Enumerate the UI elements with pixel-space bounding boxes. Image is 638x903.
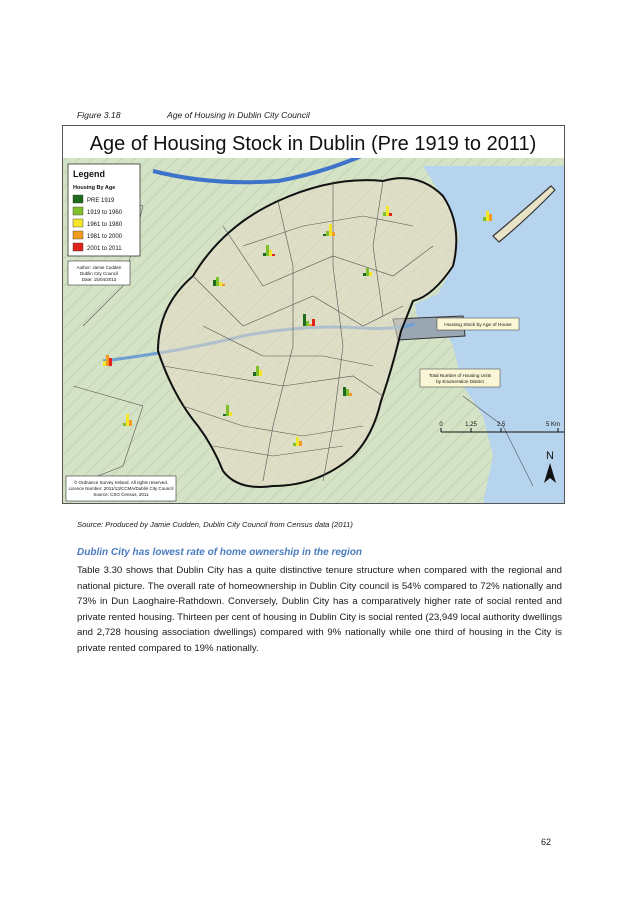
map-svg [63, 126, 564, 503]
copyright-line: Source: CSO Census, 2011 [93, 492, 149, 497]
author-line: Author: Jamie Cudden [76, 265, 122, 270]
figure-title: Age of Housing in Dublin City Council [167, 110, 310, 120]
scale-tick-label: 0 [439, 422, 443, 428]
legend-label: 1919 to 1960 [87, 210, 123, 216]
legend-swatch [73, 219, 83, 227]
scale-tick-label: 2.5 [496, 422, 506, 428]
figure-caption [77, 110, 310, 120]
copyright-line: © Ordnance Survey Ireland. All rights reserved. [73, 480, 169, 485]
author-line: Dublin City Council [79, 271, 119, 276]
legend-label: 2001 to 2011 [87, 246, 122, 252]
legend-label: 1981 to 2000 [87, 234, 123, 240]
legend-heading: Legend [73, 169, 106, 179]
legend-swatch [73, 243, 83, 251]
legend-swatch [73, 207, 83, 215]
body-paragraph: Table 3.30 shows that Dublin City has a quite distinctive tenure structure when compared with the regional and national picture. The overall rate of homeownership in Dublin City council is 54% compared to 72% nationally and 73% in Dun Laoghaire-Rathdown. Conversely, Dublin City has a comparatively higher rate of social rented and private rented housing. Thirteen per cent of housing in Dublin City is social rented (23,949 local authority dwellings and 2,728 housing association dwellings) compared with 9% nationally while one third of housing in the City is private rented compared to 19% nationally. [77, 565, 562, 654]
callout-bars [437, 318, 519, 330]
scale-tick-label: 1.25 [465, 422, 477, 428]
callout-labels [420, 369, 500, 387]
callout-labels-line: by Enumeration District [436, 379, 484, 384]
callout-bars-label: Housing Stock by Age of House [444, 323, 512, 328]
legend-swatch [73, 231, 83, 239]
copyright-box [66, 476, 176, 501]
legend-label: 1961 to 1980 [87, 222, 123, 228]
map-legend [68, 164, 140, 256]
callout-labels-line: Total Number of Housing Units [428, 373, 492, 378]
page-number: 62 [541, 837, 552, 847]
legend-label: PRE 1919 [87, 198, 115, 204]
scale-tick-label: 5 Km [545, 422, 561, 428]
legend-swatch [73, 195, 83, 203]
dublin-housing-map [62, 125, 565, 504]
section-heading: Dublin City has lowest rate of home ownership in the region [77, 547, 363, 558]
copyright-line: Licence Number: 2011/13/CCMA/Dublin City Council [68, 486, 174, 491]
source-note: Source: Produced by Jamie Cudden, Dublin City Council from Census data (2011) [77, 520, 353, 529]
author-line: Date: 15/04/2013 [81, 277, 117, 282]
figure-number: Figure 3.18 [77, 110, 121, 120]
map-title: Age of Housing Stock in Dublin (Pre 1919 to 2011) [89, 133, 537, 155]
legend-subheading: Housing By Age [73, 185, 116, 191]
author-box [68, 261, 130, 285]
north-label: N [546, 450, 554, 462]
